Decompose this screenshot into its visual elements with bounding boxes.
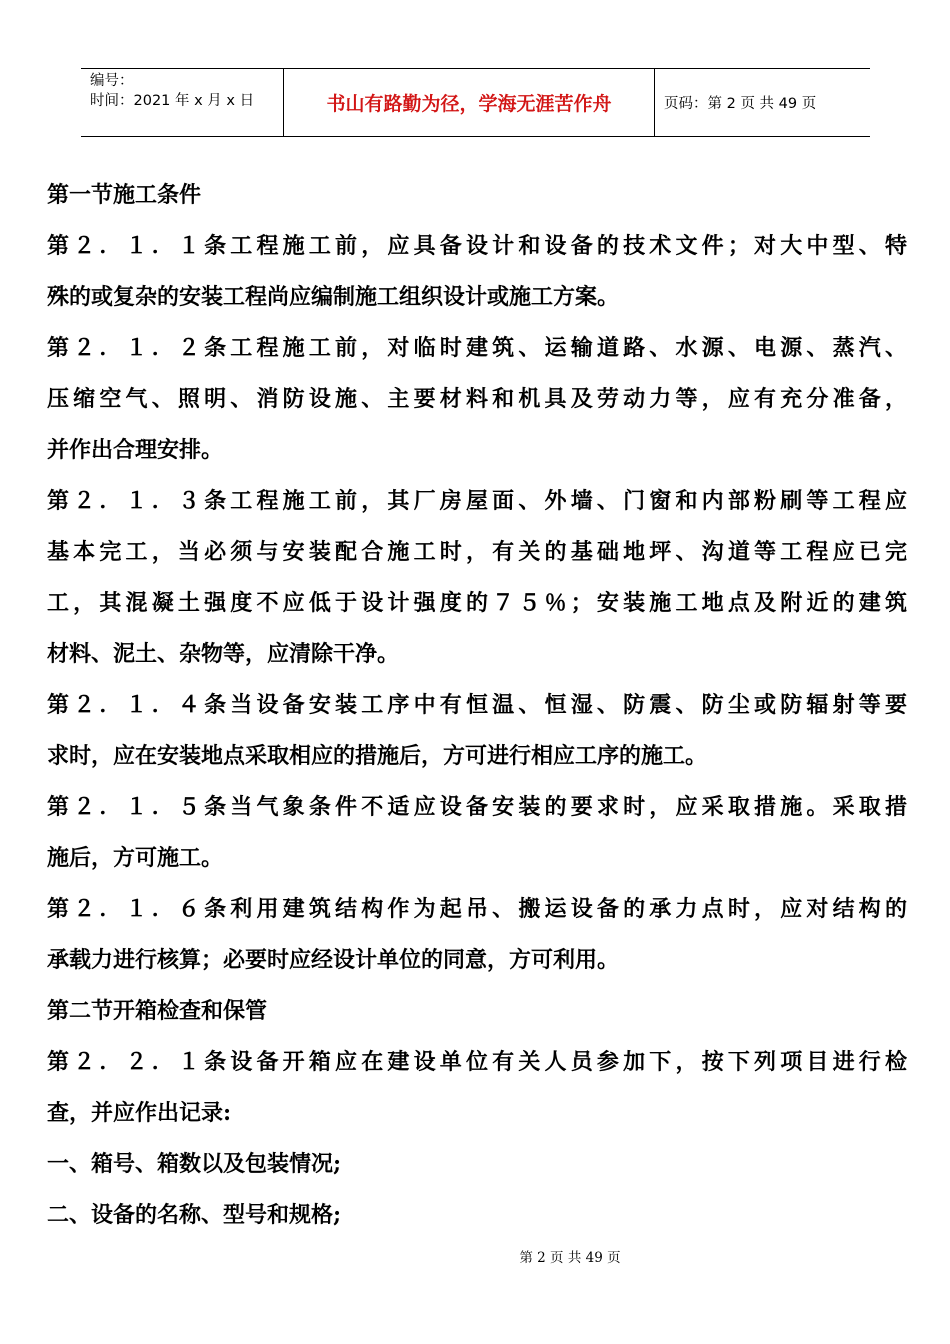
section-heading: 第一节施工条件 bbox=[47, 182, 202, 208]
text-line: 压缩空气、照明、消防设施、主要材料和机具及劳动力等，应有充分准备， bbox=[47, 386, 907, 412]
text-line: 第２．１．１条工程施工前，应具备设计和设备的技术文件；对大中型、特 bbox=[47, 233, 907, 259]
text-line: 第２．１．３条工程施工前，其厂房屋面、外墙、门窗和内部粉刷等工程应 bbox=[47, 488, 907, 514]
text-line: 基本完工，当必须与安装配合施工时，有关的基础地坪、沟道等工程应已完 bbox=[47, 539, 907, 565]
document-number-label: 编号： bbox=[90, 73, 134, 89]
section-heading: 第二节开箱检查和保管 bbox=[47, 998, 268, 1024]
text-line: 施后，方可施工。 bbox=[47, 845, 224, 871]
text-line: 求时，应在安装地点采取相应的措施后，方可进行相应工序的施工。 bbox=[47, 743, 708, 769]
document-date: 时间：2021 年 x 月 x 日 bbox=[90, 93, 255, 109]
text-line: 第２．１．２条工程施工前，对临时建筑、运输道路、水源、电源、蒸汽、 bbox=[47, 335, 907, 361]
text-line: 第２．２．１条设备开箱应在建设单位有关人员参加下，按下列项目进行检 bbox=[47, 1049, 907, 1075]
text-line: 殊的或复杂的安装工程尚应编制施工组织设计或施工方案。 bbox=[47, 284, 620, 310]
text-line: 第２．１．４条当设备安装工序中有恒温、恒湿、防震、防尘或防辐射等要 bbox=[47, 692, 907, 718]
header-page-info: 页码：第 2 页 共 49 页 bbox=[664, 96, 817, 112]
page-footer: 第 2 页 共 49 页 bbox=[519, 1250, 621, 1266]
text-line: 第２．１．６条利用建筑结构作为起吊、搬运设备的承力点时，应对结构的 bbox=[47, 896, 907, 922]
text-line: 查，并应作出记录: bbox=[47, 1100, 232, 1126]
header-meta-cell bbox=[81, 69, 283, 136]
text-line: 工，其混凝土强度不应低于设计强度的７５％；安装施工地点及附近的建筑 bbox=[47, 590, 907, 616]
text-line: 第２．１．５条当气象条件不适应设备安装的要求时，应采取措施。采取措 bbox=[47, 794, 907, 820]
text-line: 材料、泥土、杂物等，应清除干净。 bbox=[47, 641, 400, 667]
document-body bbox=[47, 170, 907, 1241]
text-line: 承载力进行核算；必要时应经设计单位的同意，方可利用。 bbox=[47, 947, 620, 973]
list-item: 一、箱号、箱数以及包装情况; bbox=[47, 1151, 342, 1177]
page-header bbox=[81, 68, 870, 137]
header-motto: 书山有路勤为径，学海无涯苦作舟 bbox=[283, 69, 655, 136]
text-line: 并作出合理安排。 bbox=[47, 437, 224, 463]
list-item: 二、设备的名称、型号和规格; bbox=[47, 1202, 342, 1228]
